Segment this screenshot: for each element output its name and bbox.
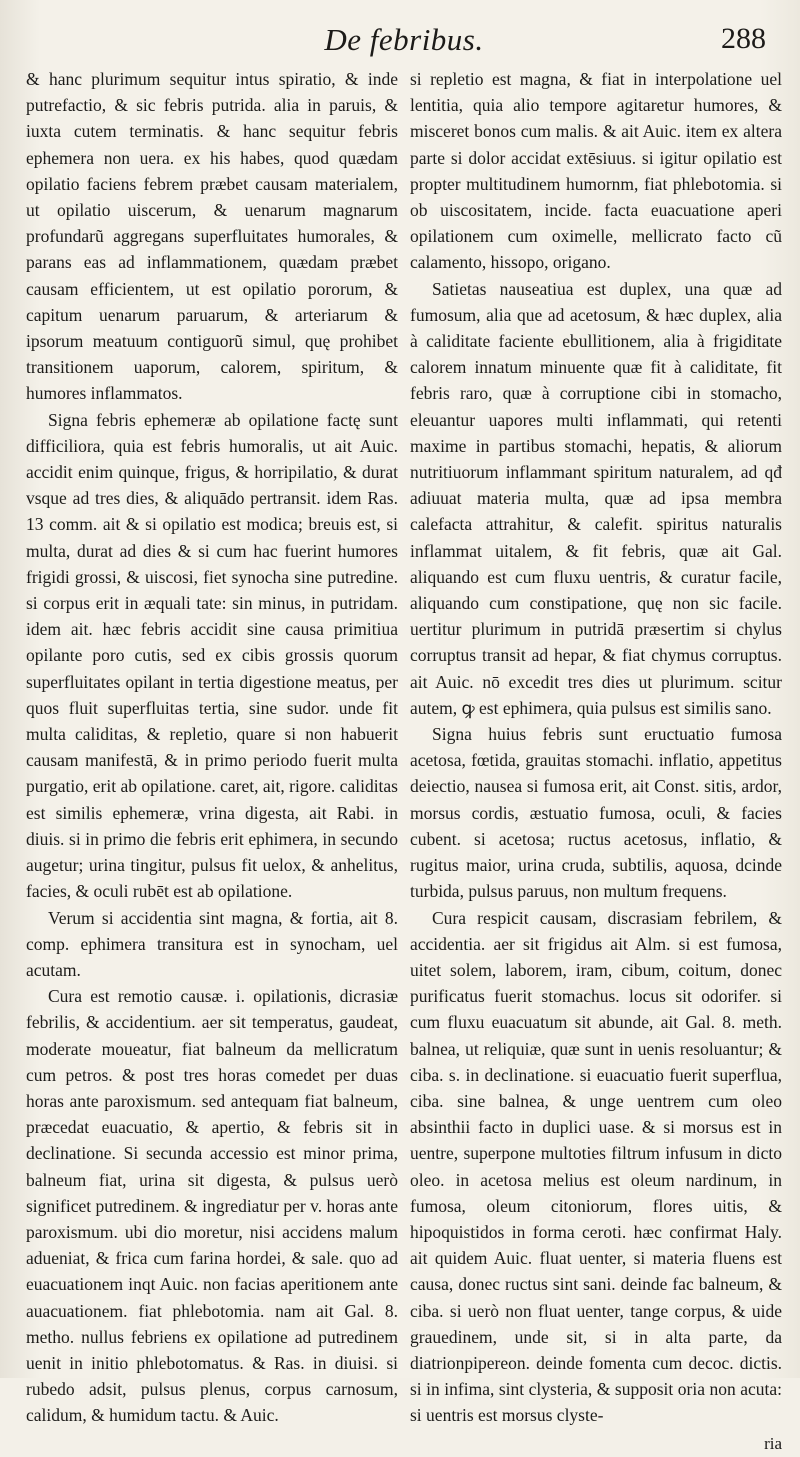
paragraph: Cura respicit causam, discrasiam febrilem, & accidentia. aer sit frigidus ait Alm. si est fumosa, uitet solem, laborem, iram, cibum, coitum, donec purificatus fuerit stomachus. locus sit odorifer. si cum fluxu euacuatum sit abunde, ait Gal. 8. meth. balnea, ut reliquiæ, quæ sunt in uenis resoluantur; & ciba. s. in declinatione. si euacuatio fuerit superflua, ciba. sine balnea, & unge uentrem cum oleo absinthii facto in duplici uase. & si morsus est in uentre, superpone multoties filtrum infusum in dicto oleo. in acetosa melius est oleum nardinum, in fumosa, oleum citoniorum, flores uitis, & hipoquistidos in forma ceroti. hæc confirmat Haly. ait quidem Auic. fluat uenter, si materia fluens est causa, donec ructus sint sani. deinde fac balneum, & ciba. si uerò non fluat uenter, tange corpus, & uide grauedinem, unde sit, si in alta parte, da diatrionpipereon. deinde fomenta cum decoc. dictis. si in infima, sint clysteria, & supposit oria non acuta: si uentris est morsus clyste- bbox=[410, 907, 782, 1426]
paragraph: Signa huius febris sunt eructuatio fumosa acetosa, fœtida, grauitas stomachi. inflatio, appetitus deiectio, nausea si fumosa erit, ait Const. sitis, ardor, morsus cordis, æstuatio fumosa, oculi, & facies cubent. si acetosa; ructus acetosus, inflatio, & rugitus maior, urina cruda, subtilis, aquosa, dcinde turbida, pulsus paruus, non multum frequens. bbox=[410, 724, 782, 902]
text-columns bbox=[26, 66, 782, 1453]
left-column bbox=[26, 66, 398, 1426]
running-title: De febribus. bbox=[324, 22, 484, 57]
paragraph: Signa febris ephemeræ ab opilatione factę sunt difficiliora, quia est febris humoralis, ut ait Auic. accidit enim quinque, frigus, & horripilatio, & durat vsque ad tres dies, & aliquādo pertransit. idem Ras. 13 comm. ait & si opilatio est modica; breuis est, si multa, durat ad dies & si cum hac fuerint humores frigidi grossi, & uiscosi, fiet synocha sine putredine. si corpus erit in æquali tate: sin minus, in putridam. idem ait. hæc febris accidit sine causa primitiua opilante poro cutis, sed ex cibis grossis quorum superfluitates opilant in tertia digestione meatus, per quos fluit superfluitas tertia, sine sudor. unde fit multa caliditas, & repletio, quare si non habuerit causam manifestā, & in primo periodo fuerit multa purgatio, erit ab opilatione. caret, ait, rigore. caliditas est similis ephemeræ, vrina digesta, ait Rabi. in diuis. si in primo die febris erit ephimera, in secundo augetur; urina tingitur, pulsus fit uelox, & anhelitus, facies, & oculi rubēt est ab opilatione. bbox=[26, 409, 398, 902]
page-number: 288 bbox=[721, 22, 766, 55]
paragraph: Cura est remotio causæ. i. opilationis, dicrasiæ febrilis, & accidentium. aer sit temperatus, gaudeat, moderate moueatur, fiat balneum da mellicratum cum petros. & post tres horas comedet per duas horas ante paroxismum. sed antequam fiat balneum, præcedat euacuatio, & apertio, & febris sit in declinatione. Si secunda accessio est minor prima, balneum fiat, urina sit digesta, & pulsus uerò significet putredinem. & ingrediatur per v. horas ante paroxismum. ubi dio moretur, nisi accidens malum adueniat, & frica cum farina hordei, & sale. quo ad euacuationem inqt Auic. non facias aperitionem ante auacuationem. fiat phlebotomia. nam ait Gal. 8. metho. nullus febriens ex opilatione ad putredinem uenit in initio phlebotomatus. & Ras. in diuisi. si rubedo adsit, pulsus plenus, corpus carnosum, calidum, & humidum tactu. & Auic. bbox=[26, 986, 398, 1426]
page-header bbox=[26, 14, 782, 66]
paragraph: & hanc plurimum sequitur intus spiratio, & inde putrefactio, & sic febris putrida. alia in paruis, & iuxta cutem terminatis. & hanc sequitur febris ephemera non uera. ex his habes, quod quædam opilatio faciens febrem præbet causam materialem, ut opilatio uiscerum, & uenarum magnarum profundarũ aggregans superfluitates humorales, & parans eas ad inflammationem, quædam præbet causam efficientem, ut est opilatio pororum, & capitum uenarum paruarum, & arteriarum & ipsorum meatuum contiguorũ simul, quę prohibet transitionem uaporum, calorem, spiritum, & humores inflammatos. bbox=[26, 69, 398, 404]
catchword: ria bbox=[764, 1433, 782, 1453]
paragraph: si repletio est magna, & fiat in interpolatione uel lentitia, quia alio tempore agitaretur humores, & misceret bonos cum malis. & ait Auic. item ex altera parte si dolor accidat extēsiuus. si igitur opilatio est propter multitudinem humornm, fiat phlebotomia. si ob uiscositatem, incide. facta euacuatione aperi opilationem cum oximelle, mellicrato facto cũ calamento, hissopo, origano. bbox=[410, 69, 782, 273]
paragraph: Verum si accidentia sint magna, & fortia, ait 8. comp. ephimera transitura est in synocham, uel acutam. bbox=[26, 907, 398, 980]
paragraph: Satietas nauseatiua est duplex, una quæ ad fumosum, alia que ad acetosum, & hæc duplex, alia à caliditate faciente ebullitionem, alia à frigiditate calorem innatum minuente quæ fit à caliditate, fit febris raro, quæ à corruptione cibi in stomacho, eleuantur uapores multi inflammati, qui retenti maxime in partibus stomachi, hepatis, & aliorum nutritiuorum inflammant spiritum naturalem, ad qđ adiuuat materia multa, quæ ad ipsa membra calefacta attrahitur, & calefit. spiritus naturalis inflammat uitalem, & fit febris, quæ ait Gal. aliquando est cum fluxu uentris, & curatur facile, aliquando cum constipatione, quę non sic facile. uertitur plurimum in putridā præsertim si chylus corruptus transit ad hepar, & fiat chymus corruptus. ait Auic. nō excedit tres dies ut plurimum. scitur autem, ꝙ est ephimera, quia pulsus est similis sano. bbox=[410, 278, 782, 718]
right-column bbox=[410, 66, 782, 1453]
